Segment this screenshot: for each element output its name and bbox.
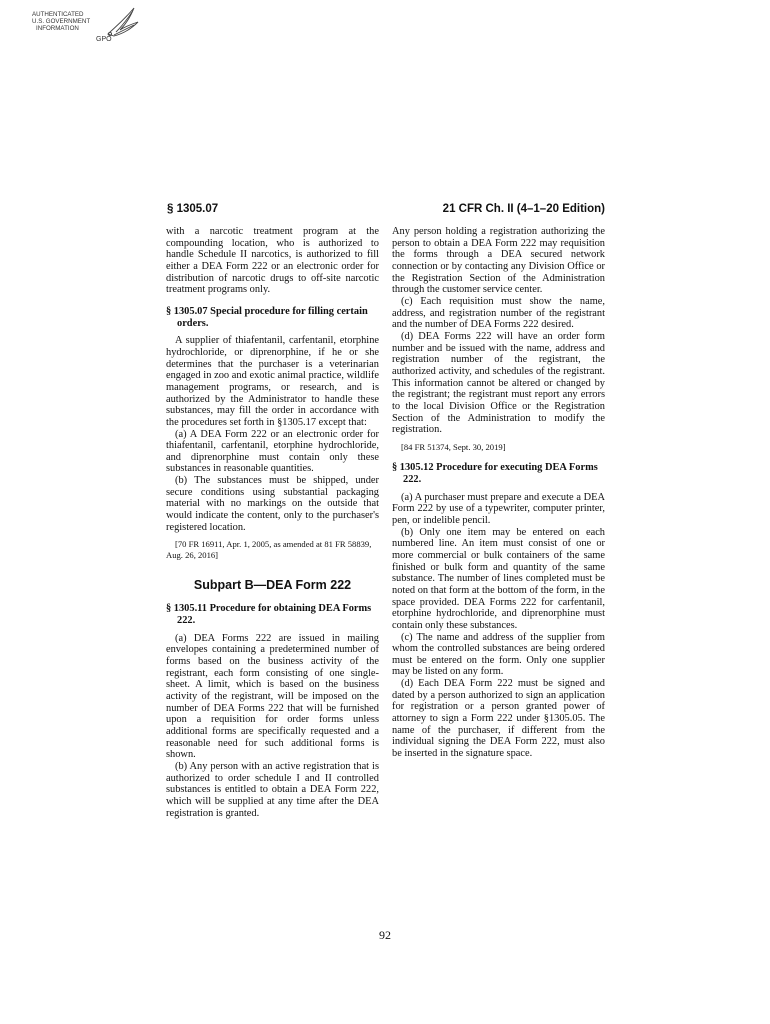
paragraph: (b) Any person with an active registration that is authorized to order schedule I and II controlled substances is entitled to obtain a DEA Form 222, which will be supplied at any time after the DEA registration is granted.	[166, 760, 379, 819]
section-heading: § 1305.11 Procedure for obtaining DEA Forms 222.	[166, 603, 372, 627]
paragraph: with a narcotic treatment program at the compounding location, who is authorized to handle Schedule II narcotics, is authorized to fill either a DEA Form 222 or an electronic order for distribution of narcotic drugs to off-site narcotic treatment programs only.	[166, 226, 379, 296]
paragraph: (a) A DEA Form 222 or an electronic order for thiafentanil, carfentanil, etorphine hydrochloride, and diprenorphine must contain only these substances in reasonable quantities.	[166, 428, 379, 475]
paragraph: (a) DEA Forms 222 are issued in mailing envelopes containing a predetermined number of forms based on the business activity of the registrant, each form consisting of one single-sheet. A limit, which is based on the business activity of the registrant, will be imposed on the number of DEA Forms 222 that will be furnished upon a requisition for order forms unless additional forms are specifically requested and a reasonable need for such additional forms is shown.	[166, 632, 379, 761]
subpart-heading: Subpart B—DEA Form 222	[193, 578, 352, 593]
paragraph: A supplier of thiafentanil, carfentanil, etorphine hydrochloride, or diprenorphine, if he or she determines that the purchaser is a veterinarian engaged in zoo and exotic animal practice, wildlife management programs, or research, and is authorized by the Administrator to handle these substances, may fill the order in accordance with the procedures set forth in §1305.17 except that:	[166, 335, 379, 428]
paragraph: (a) A purchaser must prepare and execute a DEA Form 222 by use of a typewriter, computer printer, pen, or indelible pencil.	[392, 491, 605, 526]
running-head-section: § 1305.07	[167, 203, 219, 215]
paragraph: Any person holding a registration authorizing the person to obtain a DEA Form 222 may requisition the forms through a DEA secured network connection or by contacting any Division Office or the Registration Section of the Administration through the customer service center.	[392, 226, 605, 296]
left-column	[166, 226, 379, 819]
seal-line-1: AUTHENTICATED	[32, 11, 84, 18]
source-citation: [70 FR 16911, Apr. 1, 2005, as amended at 81 FR 58839, Aug. 26, 2016]	[166, 539, 372, 560]
seal-line-4: GPO	[96, 36, 112, 43]
seal-line-3: INFORMATION	[36, 25, 79, 32]
paragraph: (d) Each DEA Form 222 must be signed and dated by a person authorized to sign an application for registration or a person granted power of attorney to sign a Form 222 under §1305.05. The name of the purchaser, if different from the individual signing the DEA Form 222, must also be inserted in the signature space.	[392, 678, 605, 760]
section-heading: § 1305.12 Procedure for executing DEA Forms 222.	[392, 462, 598, 485]
gpo-authentication-seal	[30, 4, 142, 48]
right-column	[392, 226, 605, 760]
running-head-edition: 21 CFR Ch. II (4–1–20 Edition)	[442, 203, 605, 215]
seal-line-2: U.S. GOVERNMENT	[32, 18, 91, 25]
paragraph: (d) DEA Forms 222 will have an order form number and be issued with the name, address and registration number of the registrant, the authorized activity, and schedules of the registrant. This information cannot be altered or changed by the registrant; the registrant must report any errors to the local Division Office or the Registration Section of the Administration to modify the registration.	[392, 330, 605, 436]
paragraph: (b) Only one item may be entered on each numbered line. An item must consist of one or more commercial or bulk containers of the same finished or bulk form and quantity of the same substance. The number of lines completed must be noted on that form at the bottom of the form, in the space provided. DEA Forms 222 for carfentanil, etorphine hydrochloride, and diprenorphine must contain only these substances.	[392, 526, 605, 631]
paragraph: (b) The substances must be shipped, under secure conditions using substantial packaging material with no markings on the outside that would indicate the content, only to the purchaser's registered location.	[166, 475, 379, 533]
running-head	[167, 203, 605, 219]
paragraph: (c) The name and address of the supplier from whom the controlled substances are being ordered must be entered on the form. Only one supplier may be listed on any form.	[392, 631, 605, 678]
section-heading: § 1305.07 Special procedure for filling certain orders.	[166, 305, 368, 329]
source-citation: [84 FR 51374, Sept. 30, 2019]	[401, 441, 506, 452]
paragraph: (c) Each requisition must show the name, address, and registration number of the registrant and the number of DEA Forms 222 desired.	[392, 295, 605, 331]
eagle-icon	[108, 8, 138, 36]
page-number: 92	[379, 928, 391, 942]
